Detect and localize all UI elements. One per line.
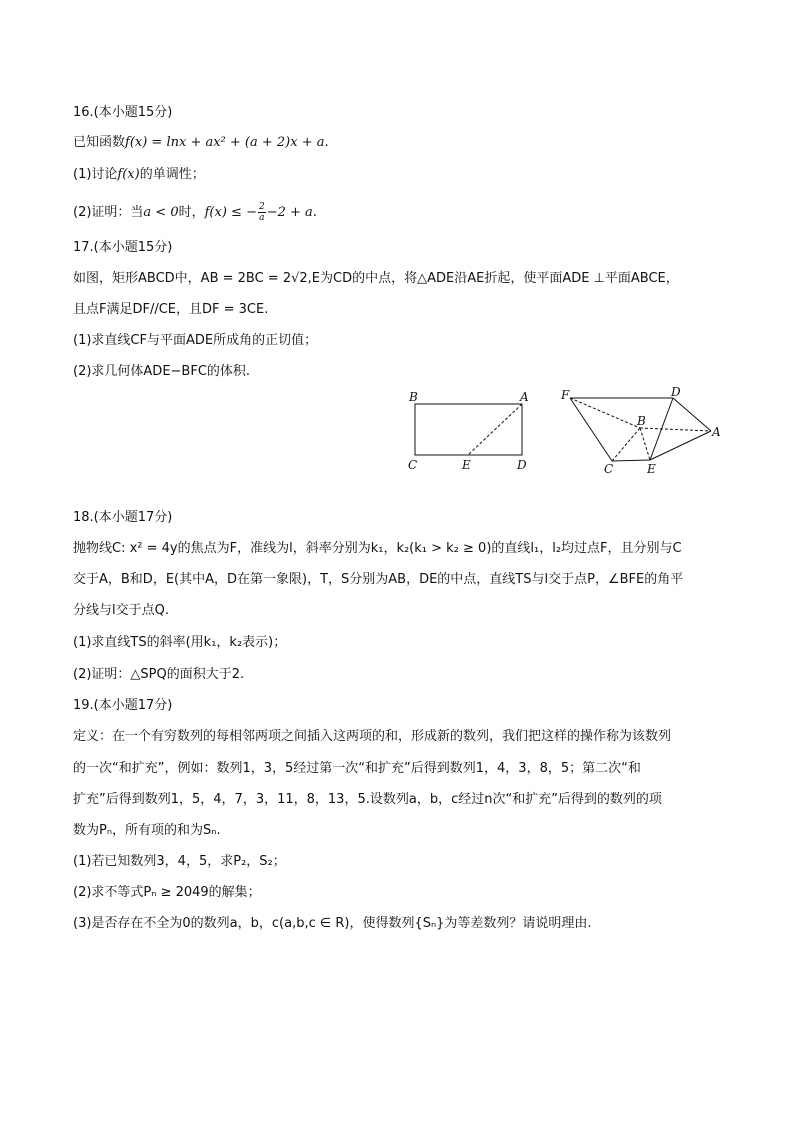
q16-part2-mid: 时， [178, 205, 205, 220]
label-a: A [520, 390, 529, 404]
q16-part2-rhs: −2 + a [266, 205, 313, 220]
q16-part2-cond: a < 0 [143, 205, 179, 220]
q16-part2-lhs: f(x) ≤ − [204, 205, 257, 220]
edge-da [673, 398, 711, 431]
label-d: D [517, 458, 527, 472]
q16-stem-math: f(x) = lnx + ax² + (a + 2)x + a [125, 135, 325, 150]
edge-cb [612, 428, 640, 461]
q17-part1: (1)求直线CF与平面ADE所成角的正切值； [73, 333, 318, 348]
edge-ba [640, 428, 711, 431]
q18-line2: 交于A，B和D，E(其中A，D在第一象限)，T，S分别为AB，DE的中点，直线TS与l交于点P，∠BFE的角平 [73, 572, 684, 587]
label-f: F [561, 388, 570, 402]
q16-header: 16.(本小题15分) [73, 105, 173, 120]
q19-part2: (2)求不等式Pₙ ≥ 2049的解集； [73, 885, 261, 900]
label-c: C [408, 458, 418, 472]
q16-part2-prefix: (2)证明：当 [73, 205, 144, 220]
q16-part2-suffix: . [312, 205, 317, 220]
q18-part1: (1)求直线TS的斜率(用k₁，k₂表示)； [73, 635, 287, 650]
q19-part1: (1)若已知数列3，4，5，求P₂，S₂； [73, 854, 286, 869]
label-a: A [712, 425, 721, 439]
q16-stem [73, 134, 329, 152]
q19-line4: 数为Pₙ，所有项的和为Sₙ. [73, 823, 221, 838]
q19-line3: 扩充”后得到数列1，5，4，7，3，11，8，13，5.设数列a，b，c经过n次“和扩充”后得到的数列的项 [73, 792, 662, 807]
q19-line1: 定义：在一个有穷数列的每相邻两项之间插入这两项的和，形成新的数列，我们把这样的操作称为该数列 [73, 729, 672, 744]
q16-part1-prefix: (1)讨论 [73, 167, 118, 182]
q16-part1-suffix: 的单调性； [139, 167, 205, 182]
q19-line2: 的一次“和扩充”，例如：数列1，3，5经过第一次“和扩充”后得到数列1，4，3，8，5；第二次“和 [73, 761, 641, 776]
label-e: E [462, 458, 471, 472]
q16-stem-prefix: 已知函数 [73, 135, 126, 150]
label-e: E [647, 462, 656, 476]
q17-header: 17.(本小题15分) [73, 240, 173, 255]
segment-ae [468, 404, 522, 455]
q19-header: 19.(本小题17分) [73, 698, 173, 713]
fraction-numerator: 2 [258, 202, 265, 212]
q16-part1-math: f(x) [117, 167, 140, 182]
q18-part2: (2)证明：△SPQ的面积大于2. [73, 667, 245, 682]
figure-solid [555, 383, 735, 478]
q16-part1 [73, 166, 205, 184]
q16-part2 [73, 202, 317, 223]
label-d: D [671, 385, 681, 399]
q18-line3: 分线与l交于点Q. [73, 603, 169, 618]
q16-part2-fraction [258, 202, 266, 223]
label-c: C [604, 462, 614, 476]
fraction-denominator: a [259, 213, 265, 223]
figure-rectangle [400, 385, 540, 475]
edge-ce [612, 460, 650, 461]
label-b: B [637, 414, 646, 428]
q17-line2: 且点F满足DF//CE，且DF = 3CE. [73, 302, 269, 317]
label-b: B [409, 390, 418, 404]
edge-be [640, 428, 650, 460]
q18-header: 18.(本小题17分) [73, 510, 173, 525]
q17-part2: (2)求几何体ADE−BFC的体积. [73, 364, 251, 379]
edge-fc [570, 398, 612, 461]
q17-line1: 如图，矩形ABCD中，AB = 2BC = 2√2,E为CD的中点，将△ADE沿AE折起，使平面ADE ⊥平面ABCE， [73, 271, 679, 286]
rectangle-abcd [415, 404, 522, 455]
q19-part3: (3)是否存在不全为0的数列a，b，c(a,b,c ∈ R)，使得数列{Sₙ}为等差数列？请说明理由. [73, 916, 592, 931]
q16-stem-suffix: . [324, 135, 329, 150]
q18-line1: 抛物线C: x² = 4y的焦点为F，准线为l，斜率分别为k₁，k₂(k₁ > k₂ ≥ 0)的直线l₁，l₂均过点F，且分别与C [73, 541, 682, 556]
